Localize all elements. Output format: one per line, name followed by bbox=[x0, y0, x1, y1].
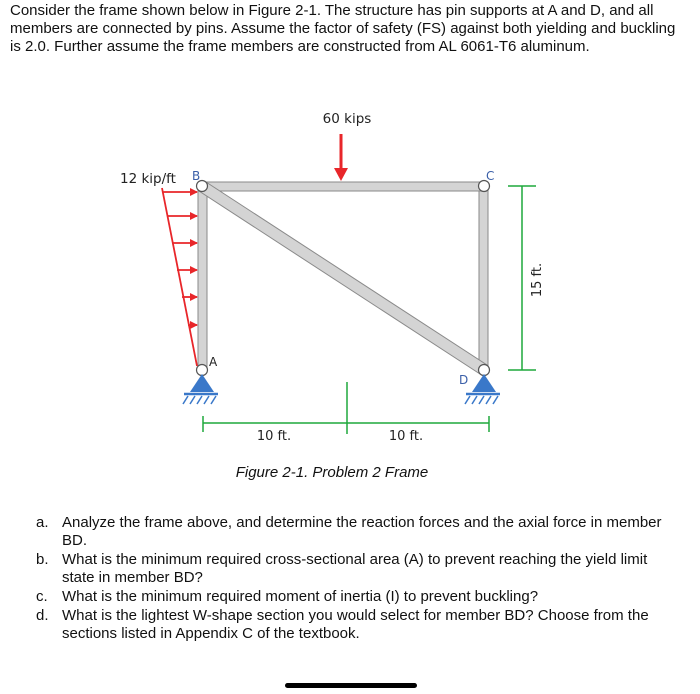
question-item bbox=[36, 588, 676, 606]
member-cd bbox=[479, 186, 488, 370]
support-d bbox=[465, 374, 500, 404]
node-label-d: D bbox=[459, 373, 469, 387]
distributed-load-label: 12 kip/ft bbox=[120, 171, 176, 187]
member-ab bbox=[198, 186, 207, 370]
dimension-height-label: 15 ft. bbox=[530, 262, 545, 298]
dimension-right-label: 10 ft. bbox=[388, 429, 424, 444]
figure-caption: Figure 2-1. Problem 2 Frame bbox=[235, 464, 429, 481]
pin-a bbox=[197, 365, 208, 376]
horizontal-dimension bbox=[203, 382, 489, 434]
home-indicator[interactable] bbox=[285, 683, 417, 688]
pin-d bbox=[479, 365, 490, 376]
point-load-label: 60 kips bbox=[322, 111, 372, 127]
member-bd bbox=[199, 182, 487, 374]
dimension-left-label: 10 ft. bbox=[256, 429, 292, 444]
node-label-c: C bbox=[486, 169, 495, 183]
question-text: What is the minimum required cross-sectional area (A) to prevent reaching the yield limit state in member BD? bbox=[62, 551, 648, 586]
distributed-load bbox=[162, 188, 197, 366]
frame-members bbox=[198, 182, 488, 374]
question-text: Analyze the frame above, and determine the reaction forces and the axial force in member BD. bbox=[62, 514, 662, 549]
point-load-arrow bbox=[334, 134, 348, 181]
support-a bbox=[183, 374, 218, 404]
question-text: What is the minimum required moment of inertia (I) to prevent buckling? bbox=[62, 588, 539, 605]
question-item bbox=[36, 607, 676, 643]
question-marker: b. bbox=[36, 551, 49, 568]
node-label-b: B bbox=[192, 169, 201, 183]
question-text: What is the lightest W-shape section you would select for member BD? Choose from the sections listed in Appendix C of the textbook. bbox=[62, 607, 649, 642]
question-item bbox=[36, 551, 676, 587]
question-marker: c. bbox=[36, 588, 48, 605]
node-label-a: A bbox=[209, 355, 218, 369]
question-marker: d. bbox=[36, 607, 49, 624]
question-item bbox=[36, 514, 676, 550]
member-bc bbox=[202, 182, 484, 191]
question-list bbox=[36, 514, 676, 644]
question-marker: a. bbox=[36, 514, 49, 531]
problem-statement: Consider the frame shown below in Figure 2-1. The structure has pin supports at A and D, and all members are connected by pins. Assume the factor of safety (FS) against both yielding and buckling is 2.0. Further assume the frame members are constructed from AL 6061-T6 aluminum. bbox=[10, 2, 676, 55]
